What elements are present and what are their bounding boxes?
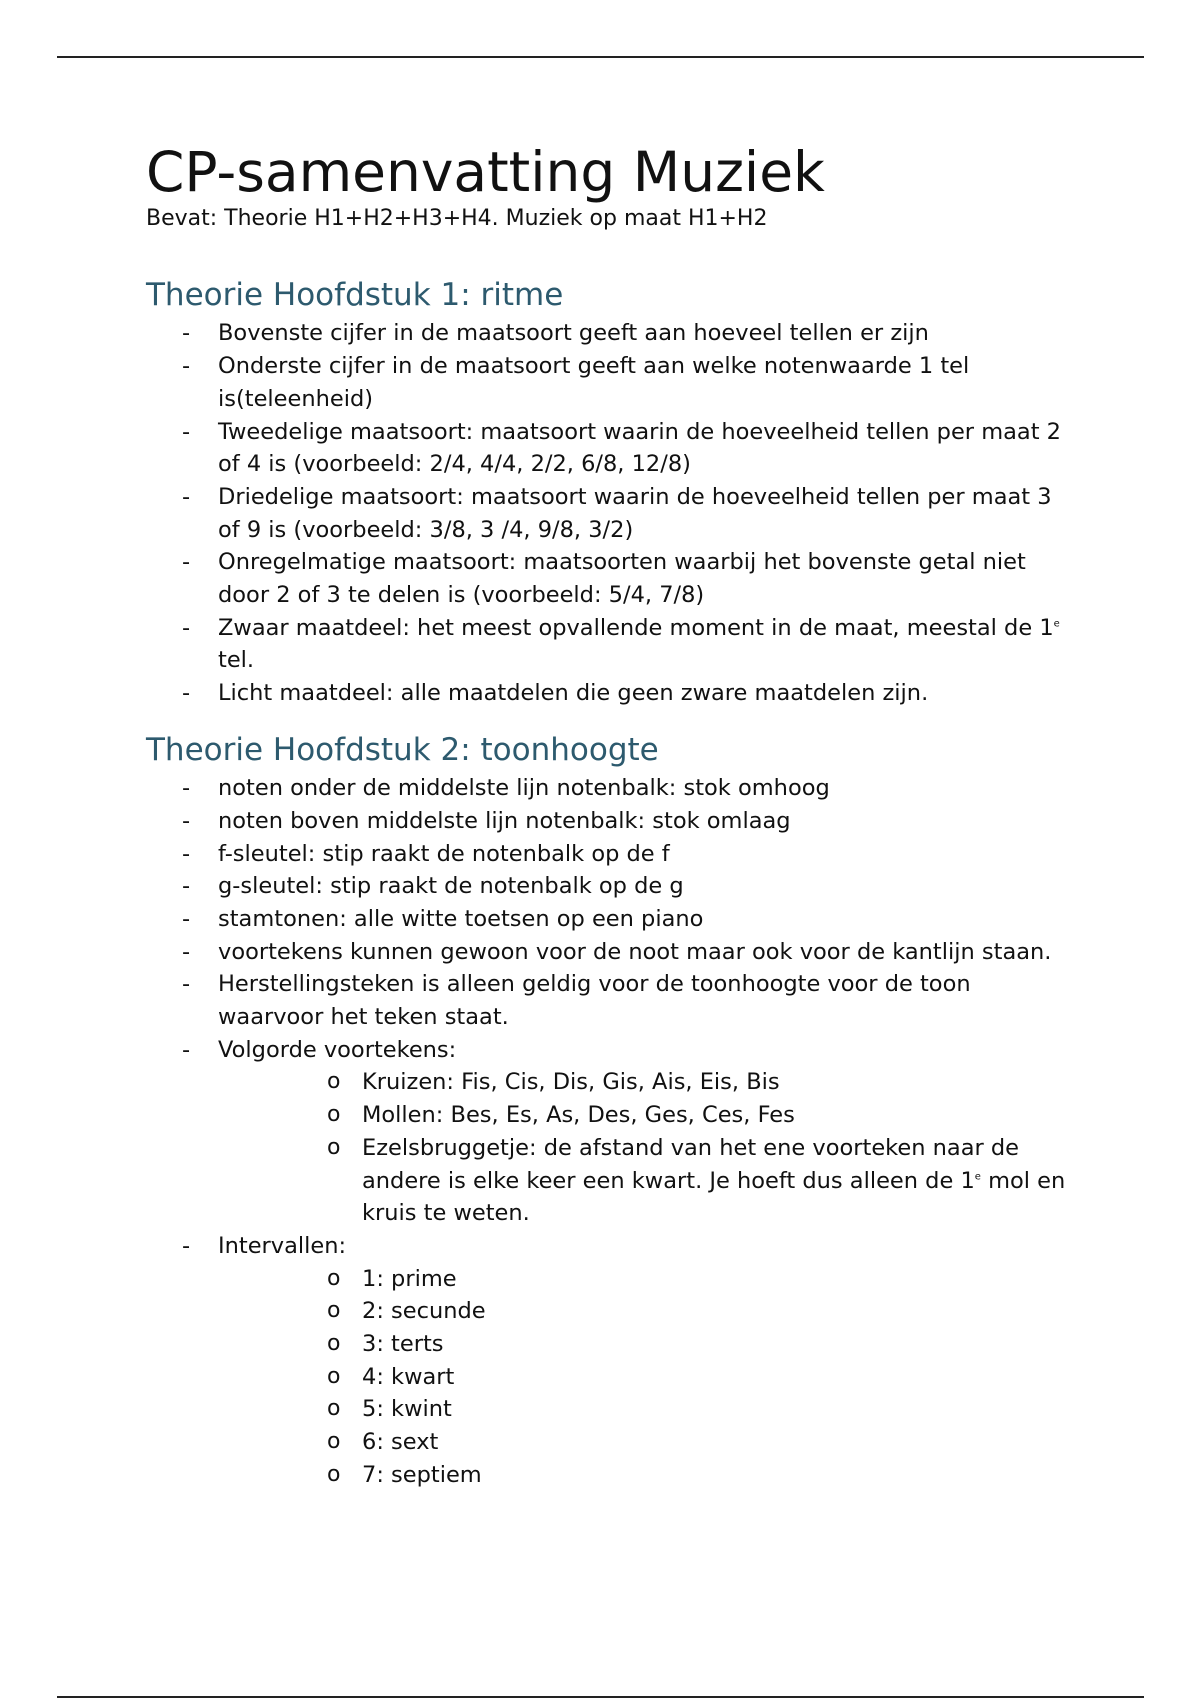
list-item-text: noten onder de middelste lijn notenbalk: stok omhoog	[218, 775, 830, 802]
sublist-item	[218, 1132, 1076, 1230]
sublist-item-text: 5: kwint	[362, 1396, 452, 1423]
dash-bullet: -	[182, 840, 191, 867]
dash-bullet: -	[182, 971, 191, 998]
dash-bullet: -	[182, 1036, 191, 1063]
list-item-text: Herstellingsteken is alleen geldig voor de toonhoogte voor de toon waarvoor het teken staat.	[218, 971, 971, 1031]
dash-bullet: -	[182, 905, 191, 932]
sublist-item	[218, 1459, 1076, 1492]
document-body	[146, 142, 1076, 1492]
zwaar-text: Zwaar maatdeel: het meest opvallende moment in de maat, meestal de 1	[218, 614, 1054, 641]
list-item	[146, 968, 1076, 1033]
dash-bullet: -	[182, 1232, 191, 1259]
sublist-item-text: 3: terts	[362, 1331, 444, 1358]
list-item	[146, 481, 1076, 546]
dash-bullet: -	[182, 873, 191, 900]
sublist-item	[218, 1099, 1076, 1132]
list-item-text: g-sleutel: stip raakt de notenbalk op de g	[218, 873, 684, 900]
list-item-text: Licht maatdeel: alle maatdelen die geen zware maatdelen zijn.	[218, 680, 929, 707]
list-item-text: voortekens kunnen gewoon voor de noot maar ook voor de kantlijn staan.	[218, 938, 1052, 965]
list-item	[146, 903, 1076, 936]
dash-bullet: -	[182, 938, 191, 965]
list-item	[146, 870, 1076, 903]
list-item	[146, 350, 1076, 415]
list-item-text: noten boven middelste lijn notenbalk: stok omlaag	[218, 807, 791, 834]
ezel-text-end: mol en kruis te weten.	[362, 1167, 1066, 1227]
circle-bullet: o	[327, 1069, 341, 1095]
list-item	[146, 805, 1076, 838]
list-item	[146, 677, 1076, 710]
top-rule	[57, 56, 1144, 58]
list-item	[146, 772, 1076, 805]
dash-bullet: -	[182, 614, 191, 641]
section-heading-ritme: Theorie Hoofdstuk 1: ritme	[146, 277, 564, 314]
circle-bullet: o	[327, 1298, 341, 1324]
dash-bullet: -	[182, 549, 191, 576]
sublist-item	[218, 1393, 1076, 1426]
list-item	[146, 1034, 1076, 1230]
sublist-item-text: Mollen: Bes, Es, As, Des, Ges, Ces, Fes	[362, 1102, 795, 1129]
list-item	[146, 416, 1076, 481]
circle-bullet: o	[327, 1102, 341, 1128]
sublist-item-text: Kruizen: Fis, Cis, Dis, Gis, Ais, Eis, Bis	[362, 1069, 780, 1096]
list-item	[146, 1230, 1076, 1492]
circle-bullet: o	[327, 1331, 341, 1357]
bottom-rule	[57, 1696, 1144, 1698]
document-title: CP-samenvatting Muziek	[146, 140, 825, 204]
list-item-text: Intervallen:	[218, 1232, 347, 1259]
circle-bullet: o	[327, 1396, 341, 1422]
toonhoogte-list	[146, 772, 1076, 1491]
list-item-text: Onregelmatige maatsoort: maatsoorten waarbij het bovenste getal niet door 2 of 3 te delen is (voorbeeld: 5/4, 7/8)	[218, 549, 1026, 609]
dash-bullet: -	[182, 483, 191, 510]
sublist-item	[218, 1361, 1076, 1394]
intervallen-sublist	[218, 1263, 1076, 1492]
sublist-item	[218, 1066, 1076, 1099]
voortekens-sublist	[218, 1066, 1076, 1230]
list-item	[146, 612, 1076, 677]
list-item-text: Tweedelige maatsoort: maatsoort waarin de hoeveelheid tellen per maat 2 of 4 is (voorbeeld: 2/4, 4/4, 2/2, 6/8, 12/8)	[218, 418, 1061, 478]
dash-bullet: -	[182, 418, 191, 445]
list-item-text-zwaar	[218, 615, 1060, 674]
list-item-text: stamtonen: alle witte toetsen op een piano	[218, 905, 704, 932]
circle-bullet: o	[327, 1429, 341, 1455]
sublist-item	[218, 1426, 1076, 1459]
sublist-item-text: 7: septiem	[362, 1461, 482, 1488]
dash-bullet: -	[182, 807, 191, 834]
ordinal-sup: e	[974, 1171, 981, 1183]
list-item-text: Onderste cijfer in de maatsoort geeft aan welke notenwaarde 1 tel is(teleenheid)	[218, 353, 970, 412]
section-heading-toonhoogte: Theorie Hoofdstuk 2: toonhoogte	[146, 731, 659, 768]
list-item-text: Volgorde voortekens:	[218, 1036, 457, 1063]
list-item	[146, 317, 1076, 350]
sublist-item	[218, 1295, 1076, 1328]
sublist-item	[218, 1328, 1076, 1361]
zwaar-text-end: tel.	[218, 647, 255, 674]
circle-bullet: o	[327, 1134, 341, 1160]
ordinal-sup: e	[1053, 618, 1060, 630]
sublist-item-text: 1: prime	[362, 1265, 457, 1292]
list-item-text: Driedelige maatsoort: maatsoort waarin de hoeveelheid tellen per maat 3 of 9 is (voorbeeld: 3/8, 3 /4, 9/8, 3/2)	[218, 483, 1052, 543]
circle-bullet: o	[327, 1461, 341, 1487]
ritme-list	[146, 317, 1076, 709]
sublist-item-text-ezelsbruggetje	[290, 1132, 1076, 1230]
sublist-item-text: 4: kwart	[362, 1363, 455, 1390]
dash-bullet: -	[182, 680, 191, 707]
list-item	[146, 546, 1076, 611]
list-item-text: f-sleutel: stip raakt de notenbalk op de f	[218, 840, 670, 867]
sublist-item	[218, 1263, 1076, 1296]
dash-bullet: -	[182, 353, 191, 380]
circle-bullet: o	[327, 1363, 341, 1389]
dash-bullet: -	[182, 320, 191, 347]
sublist-item-text: 6: sext	[362, 1429, 439, 1456]
ezel-text: Ezelsbruggetje: de afstand van het ene voorteken naar de andere is elke keer een kwart. Je hoeft dus alleen de 1	[362, 1134, 1020, 1194]
circle-bullet: o	[327, 1265, 341, 1291]
sublist-item-text: 2: secunde	[362, 1298, 486, 1325]
list-item	[146, 936, 1076, 969]
list-item	[146, 838, 1076, 871]
list-item-text: Bovenste cijfer in de maatsoort geeft aan hoeveel tellen er zijn	[218, 320, 929, 347]
document-subtitle: Bevat: Theorie H1+H2+H3+H4. Muziek op maat H1+H2	[146, 205, 768, 231]
dash-bullet: -	[182, 775, 191, 802]
